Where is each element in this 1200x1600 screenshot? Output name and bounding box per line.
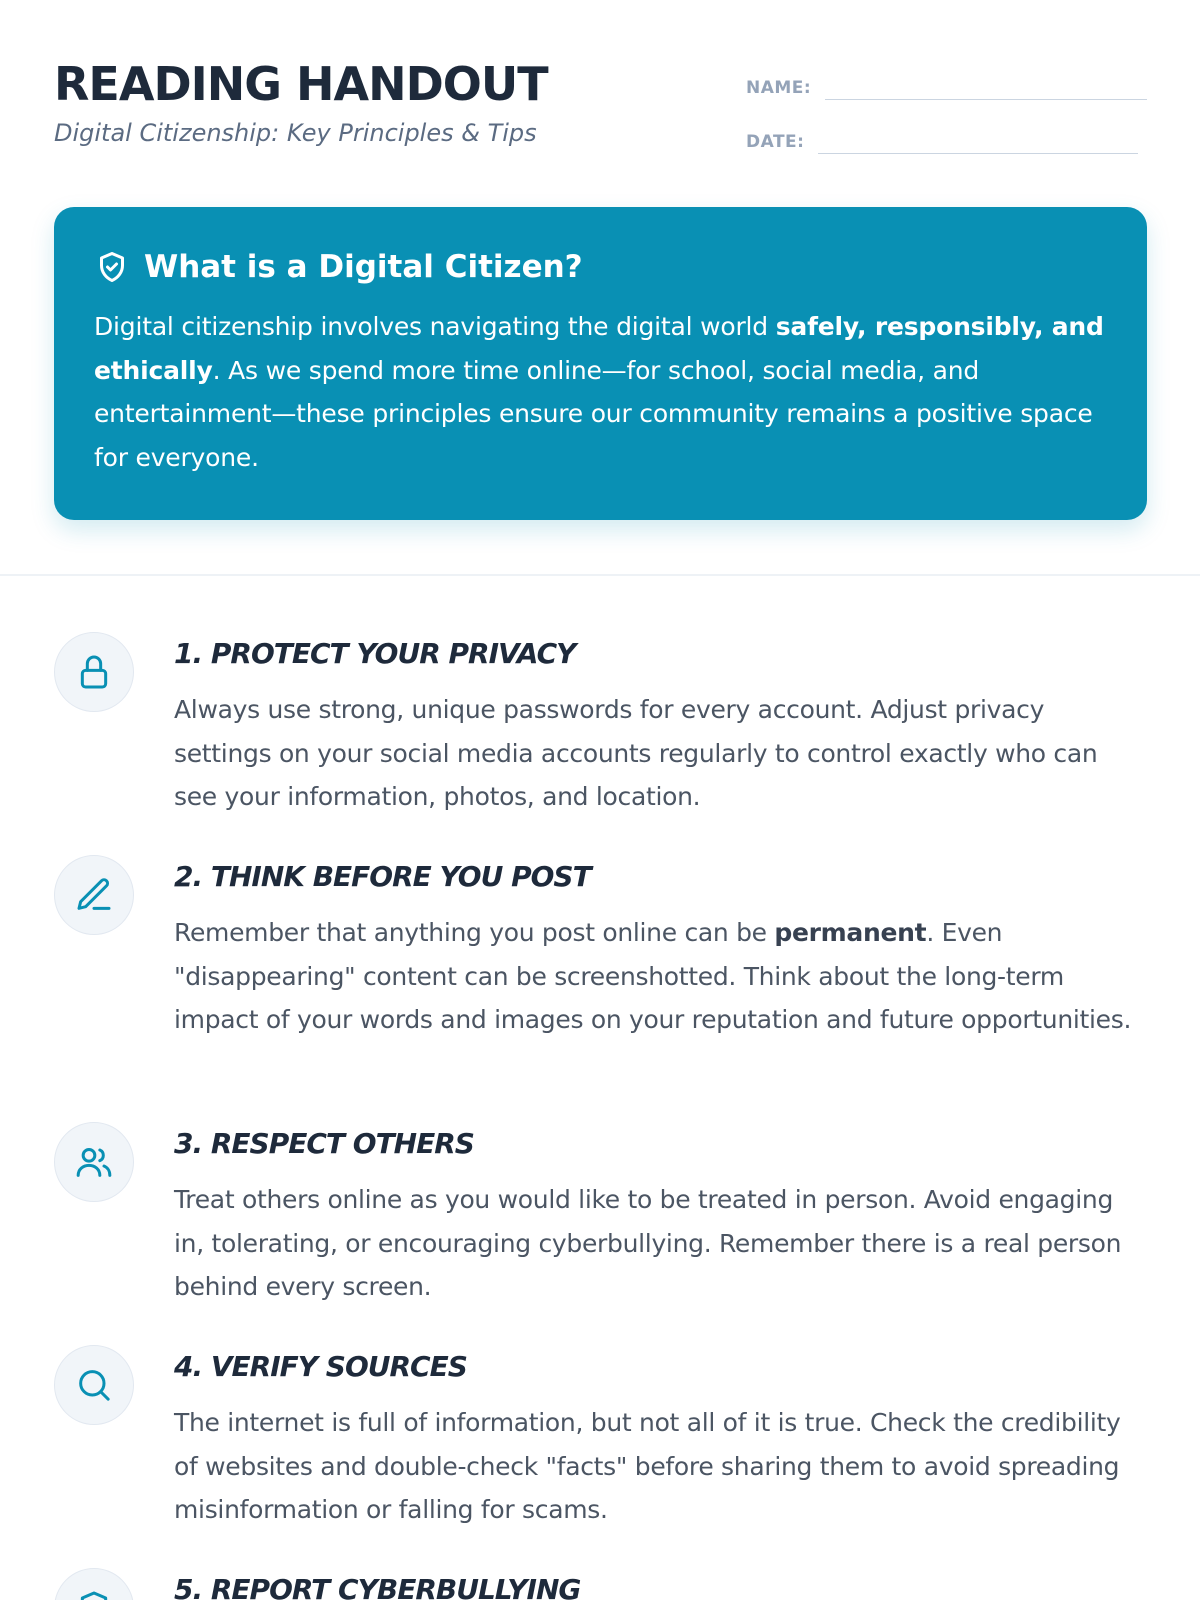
date-line [818,124,1138,154]
pencil-icon [74,875,114,915]
date-field-row [746,124,1138,154]
shield-icon [74,1588,114,1600]
intro-text-part: . As we spend more time online—for school, social media, and entertainment—these principles ensure our community remains a positive space for everyone. [94,355,1093,472]
section-divider [0,574,1200,576]
page-title: READING HANDOUT [54,57,548,111]
principle-icon-badge [54,1345,134,1425]
intro-title: What is a Digital Citizen? [144,249,583,285]
principle-body-part: . Even "disappearing" content can be screenshotted. Think about the long-term impact of your words and images on your reputation and future opportunities. [174,918,1132,1034]
intro-card [54,207,1147,520]
name-line [825,70,1147,100]
principle-body-bold: permanent [774,918,927,947]
principle-title: 4. VERIFY SOURCES [174,1350,467,1383]
principle-title: 3. RESPECT OTHERS [174,1127,474,1160]
intro-text-part: Digital citizenship involves navigating the digital world [94,312,776,341]
page-subtitle: Digital Citizenship: Key Principles & Tips [54,119,537,147]
intro-text [94,305,1107,479]
principle-body [174,911,1134,1042]
principle-icon-badge [54,855,134,935]
principle-body: The internet is full of information, but not all of it is true. Check the credibility of websites and double-check "facts" before sharing them to avoid spreading misinformation or falling for scams. [174,1408,1121,1524]
intro-heading [94,247,1107,287]
search-icon [74,1365,114,1405]
principle-body: Treat others online as you would like to be treated in person. Avoid engaging in, tolerating, or encouraging cyberbullying. Remember there is a real person behind every screen. [174,1185,1122,1301]
header [54,56,1146,156]
principle-icon-badge [54,632,134,712]
principle-icon-badge [54,1568,134,1600]
principle-body: Always use strong, unique passwords for every account. Adjust privacy settings on your social media accounts regularly to control exactly who can see your information, photos, and location. [174,695,1098,811]
principle-icon-badge [54,1122,134,1202]
intro-text-bold: safely, responsibly, and ethically [94,312,1104,385]
principle-title: 5. REPORT CYBERBULLYING [174,1573,581,1600]
name-label: NAME: [746,78,812,98]
shield-check-icon [94,249,130,285]
principle-title: 1. PROTECT YOUR PRIVACY [174,637,576,670]
users-icon [74,1142,114,1182]
name-field-row [746,70,1147,100]
date-label: DATE: [746,132,805,152]
lock-icon [74,652,114,692]
principle-title: 2. THINK BEFORE YOU POST [174,860,591,893]
principle-body-part: Remember that anything you post online can be [174,918,775,947]
